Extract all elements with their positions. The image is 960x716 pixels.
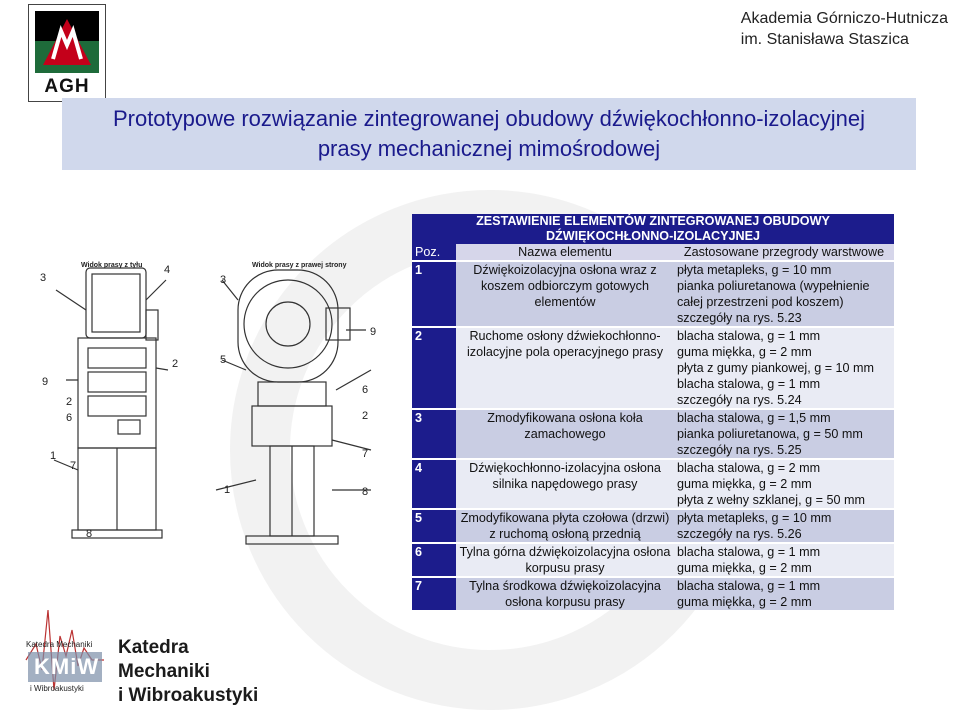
table-title-line1: ZESTAWIENIE ELEMENTÓW ZINTEGROWANEJ OBUDOWY <box>476 214 830 228</box>
row-element-name: Ruchome osłony dźwiekochłonno-izolacyjne pola operacyjnego prasy <box>456 327 674 409</box>
row-position: 4 <box>412 459 456 509</box>
table-title-row <box>412 214 894 244</box>
agh-logo <box>28 4 106 102</box>
table-title <box>412 214 894 244</box>
layer-item: guma miękka, g = 2 mm <box>677 345 812 359</box>
table-row <box>412 509 894 543</box>
layer-item: płyta metapleks, g = 10 mm <box>677 263 832 277</box>
layer-item: guma miękka, g = 2 mm <box>677 561 812 575</box>
table-row <box>412 459 894 509</box>
drawing-view-rear-label: Widok prasy z tyłu <box>81 262 143 269</box>
press-drawing-image <box>26 250 406 550</box>
layer-item: blacha stalowa, g = 1 mm <box>677 377 821 391</box>
drawing-mark: 2 <box>362 410 369 422</box>
row-element-name: Dźwiękoizolacyjna osłona wraz z koszem odbiorczym gotowych elementów <box>456 261 674 327</box>
layer-item: blacha stalowa, g = 1 mm <box>677 329 821 343</box>
layer-item: blacha stalowa, g = 1,5 mm <box>677 411 831 425</box>
drawing-mark: 4 <box>164 264 171 276</box>
layer-item: szczegóły na rys. 5.25 <box>677 443 802 457</box>
row-layers <box>674 543 894 577</box>
page-title-line1: Prototypowe rozwiązanie zintegrowanej obudowy dźwiękochłonno-izolacyjnej <box>112 106 866 131</box>
drawing-view-right-label: Widok prasy z prawej strony <box>252 262 347 269</box>
row-layers <box>674 261 894 327</box>
kmiw-logo-caption1: Katedra Mechaniki <box>26 640 93 649</box>
drawing-mark: 8 <box>362 486 369 498</box>
row-layers <box>674 327 894 409</box>
layer-item: szczegóły na rys. 5.23 <box>677 311 802 325</box>
drawing-mark: 7 <box>362 448 369 460</box>
press-drawing <box>26 250 406 550</box>
layer-item: szczegóły na rys. 5.24 <box>677 393 802 407</box>
layer-item: guma miękka, g = 2 mm <box>677 477 812 491</box>
row-position: 7 <box>412 577 456 610</box>
department-name-line2: Mechaniki <box>118 661 210 682</box>
agh-logo-text: AGH <box>44 76 90 97</box>
drawing-mark: 8 <box>86 528 93 540</box>
kmiw-logo <box>22 600 108 710</box>
row-element-name: Tylna górna dźwiękoizolacyjna osłona korpusu prasy <box>456 543 674 577</box>
drawing-mark: 9 <box>370 326 377 338</box>
kmiw-logo-caption2: i Wibroakustyki <box>30 684 84 693</box>
table-row <box>412 543 894 577</box>
layer-item: całej przestrzeni pod koszem) <box>677 295 844 309</box>
layer-item: płyta z wełny szklanej, g = 50 mm <box>677 493 865 507</box>
layer-item: pianka poliuretanowa (wypełnienie <box>677 279 870 293</box>
table-title-line2: DŹWIĘKOCHŁONNO-IZOLACYJNEJ <box>545 229 761 243</box>
layer-item: pianka poliuretanowa, g = 50 mm <box>677 427 863 441</box>
university-name <box>741 8 948 50</box>
drawing-mark: 7 <box>70 460 77 472</box>
row-position: 3 <box>412 409 456 459</box>
table-row <box>412 261 894 327</box>
row-element-name: Zmodyfikowana płyta czołowa (drzwi) z ruchomą osłoną przednią <box>456 509 674 543</box>
layer-item: płyta metapleks, g = 10 mm <box>677 511 832 525</box>
row-position: 5 <box>412 509 456 543</box>
layer-item: blacha stalowa, g = 1 mm <box>677 545 821 559</box>
department-name-line3: i Wibroakustyki <box>118 685 259 706</box>
elements-table <box>412 214 894 610</box>
drawing-mark: 1 <box>50 450 57 462</box>
column-header-pos: Poz. <box>412 244 456 261</box>
drawing-mark: 5 <box>220 354 227 366</box>
row-position: 2 <box>412 327 456 409</box>
table-row <box>412 409 894 459</box>
column-header-desc: Zastosowane przegrody warstwowe <box>674 244 894 261</box>
row-element-name: Dźwiękochłonno-izolacyjna osłona silnika napędowego prasy <box>456 459 674 509</box>
row-layers <box>674 409 894 459</box>
page-title-line2: prasy mechanicznej mimośrodowej <box>317 136 661 161</box>
drawing-mark: 6 <box>362 384 369 396</box>
drawing-mark: 9 <box>42 376 49 388</box>
table-row <box>412 327 894 409</box>
drawing-mark: 3 <box>40 272 47 284</box>
row-position: 1 <box>412 261 456 327</box>
row-layers <box>674 509 894 543</box>
layer-item: szczegóły na rys. 5.26 <box>677 527 802 541</box>
table-column-header-row <box>412 244 894 261</box>
row-layers <box>674 577 894 610</box>
drawing-mark: 3 <box>220 274 227 286</box>
column-header-name: Nazwa elementu <box>456 244 674 261</box>
drawing-mark: 6 <box>66 412 73 424</box>
layer-item: guma miękka, g = 2 mm <box>677 595 812 609</box>
row-layers <box>674 459 894 509</box>
table-row <box>412 577 894 610</box>
university-name-line1: Akademia Górniczo-Hutnicza <box>740 10 948 27</box>
row-position: 6 <box>412 543 456 577</box>
row-element-name: Zmodyfikowana osłona koła zamachowego <box>456 409 674 459</box>
drawing-mark: 2 <box>66 396 73 408</box>
layer-item: blacha stalowa, g = 2 mm <box>677 461 821 475</box>
department-name <box>118 636 258 708</box>
agh-emblem-icon <box>29 5 105 77</box>
university-name-line2: im. Stanisława Staszica <box>740 31 909 48</box>
drawing-mark: 2 <box>172 358 179 370</box>
page-title <box>62 98 916 170</box>
drawing-mark: 1 <box>224 484 231 496</box>
department-name-line1: Katedra <box>118 637 189 658</box>
layer-item: płyta z gumy piankowej, g = 10 mm <box>677 361 875 375</box>
row-element-name: Tylna środkowa dźwiękoizolacyjna osłona korpusu prasy <box>456 577 674 610</box>
layer-item: blacha stalowa, g = 1 mm <box>677 579 821 593</box>
kmiw-logo-mark: KMiW <box>34 654 100 679</box>
